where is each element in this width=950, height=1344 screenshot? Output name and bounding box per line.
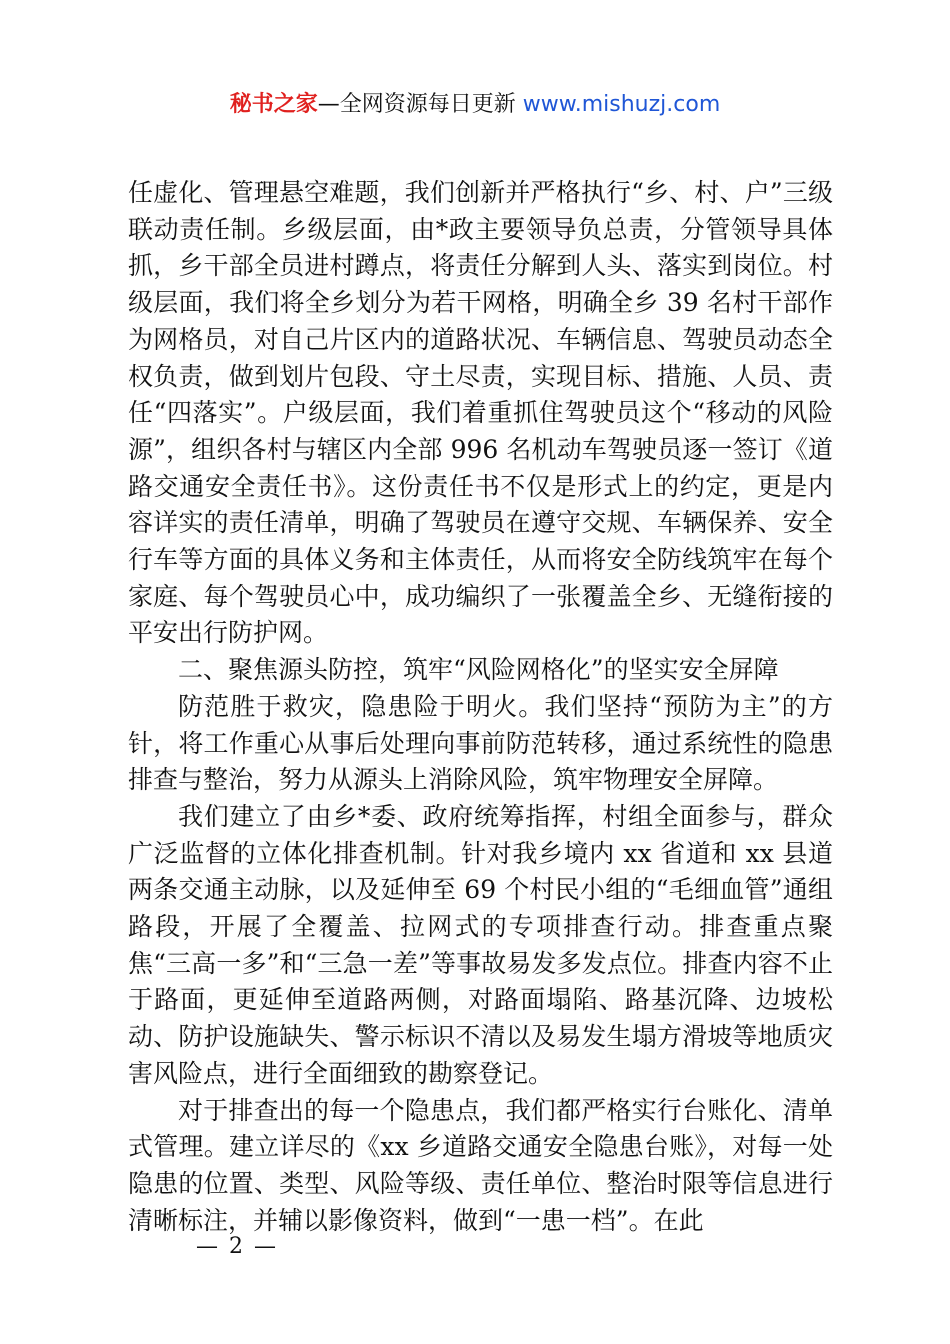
site-header — [0, 88, 950, 122]
brand-name: 秘书之家 — [229, 92, 318, 117]
paragraph: 对于排查出的每一个隐患点，我们都严格实行台账化、清单式管理。建立详尽的《xx 乡道路交通安全隐患台账》，对每一处隐患的位置、类型、风险等级、责任单位、整治时限等信息进行清晰标注，并辅以影像资料，做到“一患一档”。在此 — [128, 1095, 833, 1235]
page-number: — 2 — — [196, 1234, 278, 1259]
section-heading: 二、聚焦源头防控，筑牢“风险网格化”的坚实安全屏障 — [178, 655, 779, 685]
site-url-link[interactable]: www.mishuzj.com — [522, 92, 721, 117]
document-body — [128, 175, 833, 1239]
paragraph: 我们建立了由乡*委、政府统筹指挥，村组全面参与，群众广泛监督的立体化排查机制。针对我乡境内 xx 省道和 xx 县道两条交通主动脉，以及延伸至 69 个村民小组的“毛细血管”通组路段，开展了全覆盖、拉网式的专项排查行动。排查重点聚焦“三高一多”和“三急一差”等事故易发多发点位。排查内容不止于路面，更延伸至道路两侧，对路面塌陷、路基沉降、边坡松动、防护设施缺失、警示标识不清以及易发生塌方滑坡等地质灾害风险点，进行全面细致的勘察登记。 — [128, 801, 833, 1088]
paragraph-continued: 任虚化、管理悬空难题，我们创新并严格执行“乡、村、户”三级联动责任制。乡级层面，由*政主要领导负总责，分管领导具体抓，乡干部全员进村蹲点，将责任分解到人头、落实到岗位。村级层面，我们将全乡划分为若干网格，明确全乡 39 名村干部作为网格员，对自己片区内的道路状况、车辆信息、驾驶员动态全权负责，做到划片包段、守土尽责，实现目标、措施、人员、责任“四落实”。户级层面，我们着重抓住驾驶员这个“移动的风险源”，组织各村与辖区内全部 996 名机动车驾驶员逐一签订《道路交通安全责任书》。这份责任书不仅是形式上的约定，更是内容详实的责任清单，明确了驾驶员在遵守交规、车辆保养、安全行车等方面的具体义务和主体责任，从而将安全防线筑牢在每个家庭、每个驾驶员心中，成功编织了一张覆盖全乡、无缝衔接的平安出行防护网。 — [128, 178, 833, 648]
paragraph: 防范胜于救灾，隐患险于明火。我们坚持“预防为主”的方针，将工作重心从事后处理向事前防范转移，通过系统性的隐患排查与整治，努力从源头上消除风险，筑牢物理安全屏障。 — [128, 691, 833, 795]
header-tagline: —全网资源每日更新 — [317, 92, 523, 117]
